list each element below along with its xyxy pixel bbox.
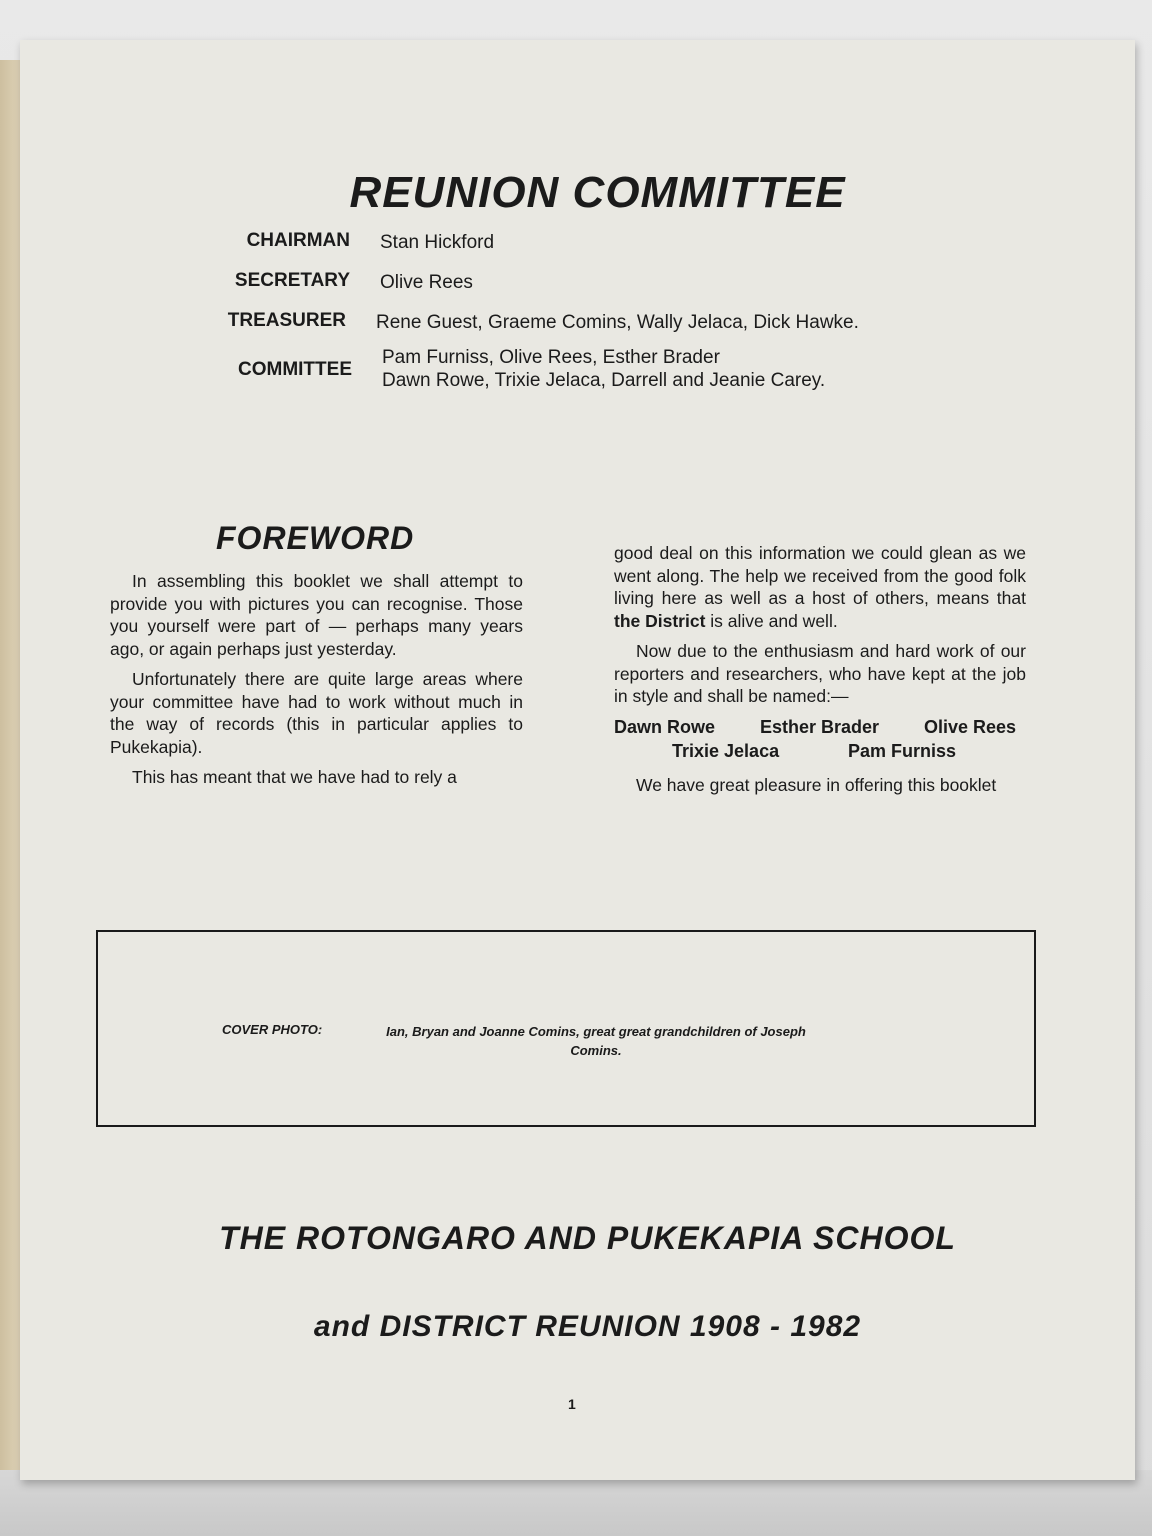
cover-photo-caption: Ian, Bryan and Joanne Comins, great great grandchildren of Joseph Comins. [386,1024,806,1058]
role-names: Pam Furniss, Olive Rees, Esther Brader [382,347,720,368]
credit-name: Olive Rees [924,716,1017,737]
role-names: Dawn Rowe, Trixie Jelaca, Darrell and Jeanie Carey. [382,370,826,391]
paragraph: We have great pleasure in offering this booklet [636,774,997,795]
foreword-heading: FOREWORD [216,520,415,556]
paragraph: This has meant that we have had to rely a [132,767,457,787]
role-label: TREASURER [227,310,346,331]
credit-name: Trixie Jelaca [672,740,780,761]
foreword-column-left [110,570,523,797]
paragraph: good deal on this information we could glean as we went along. The help we received from the good folk living here as well as a host of others, means that the District is alive and well. [614,543,1026,631]
credit-name: Esther Brader [760,716,880,737]
role-names: Rene Guest, Graeme Comins, Wally Jelaca, Dick Hawke. [376,312,859,333]
page-number: 1 [568,1396,576,1412]
paragraph: In assembling this booklet we shall attempt to provide you with pictures you can recognise. Those you yourself were part of — perhaps many years ago, or again perhaps just yesterday. [110,571,523,659]
role-label: SECRETARY [234,270,350,291]
credit-name: Dawn Rowe [614,716,716,737]
cover-photo-box [96,930,1036,1127]
role-label: CHAIRMAN [246,230,350,251]
paragraph: Now due to the enthusiasm and hard work of our reporters and researchers, who have kept at the job in style and shall be named:— [614,641,1026,706]
credit-name: Pam Furniss [848,740,957,761]
role-names: Stan Hickford [380,232,495,253]
role-names: Olive Rees [380,272,473,293]
reunion-title-line1: THE ROTONGARO AND PUKEKAPIA SCHOOL [219,1220,956,1256]
role-label: COMMITTEE [238,359,352,380]
reunion-title-line2: and DISTRICT REUNION 1908 - 1982 [313,1310,862,1343]
district-emphasis: the District [614,610,706,631]
researcher-credits [614,716,1026,768]
paragraph: Unfortunately there are quite large areas where your committee have had to work without much in the way of records (this in particular applies to Pukekapia). [110,669,523,757]
cover-photo-label: COVER PHOTO: [222,1022,323,1037]
page-title: REUNION COMMITTEE [349,168,846,217]
booklet-page [20,40,1135,1480]
foreword-column-right [614,542,1026,804]
